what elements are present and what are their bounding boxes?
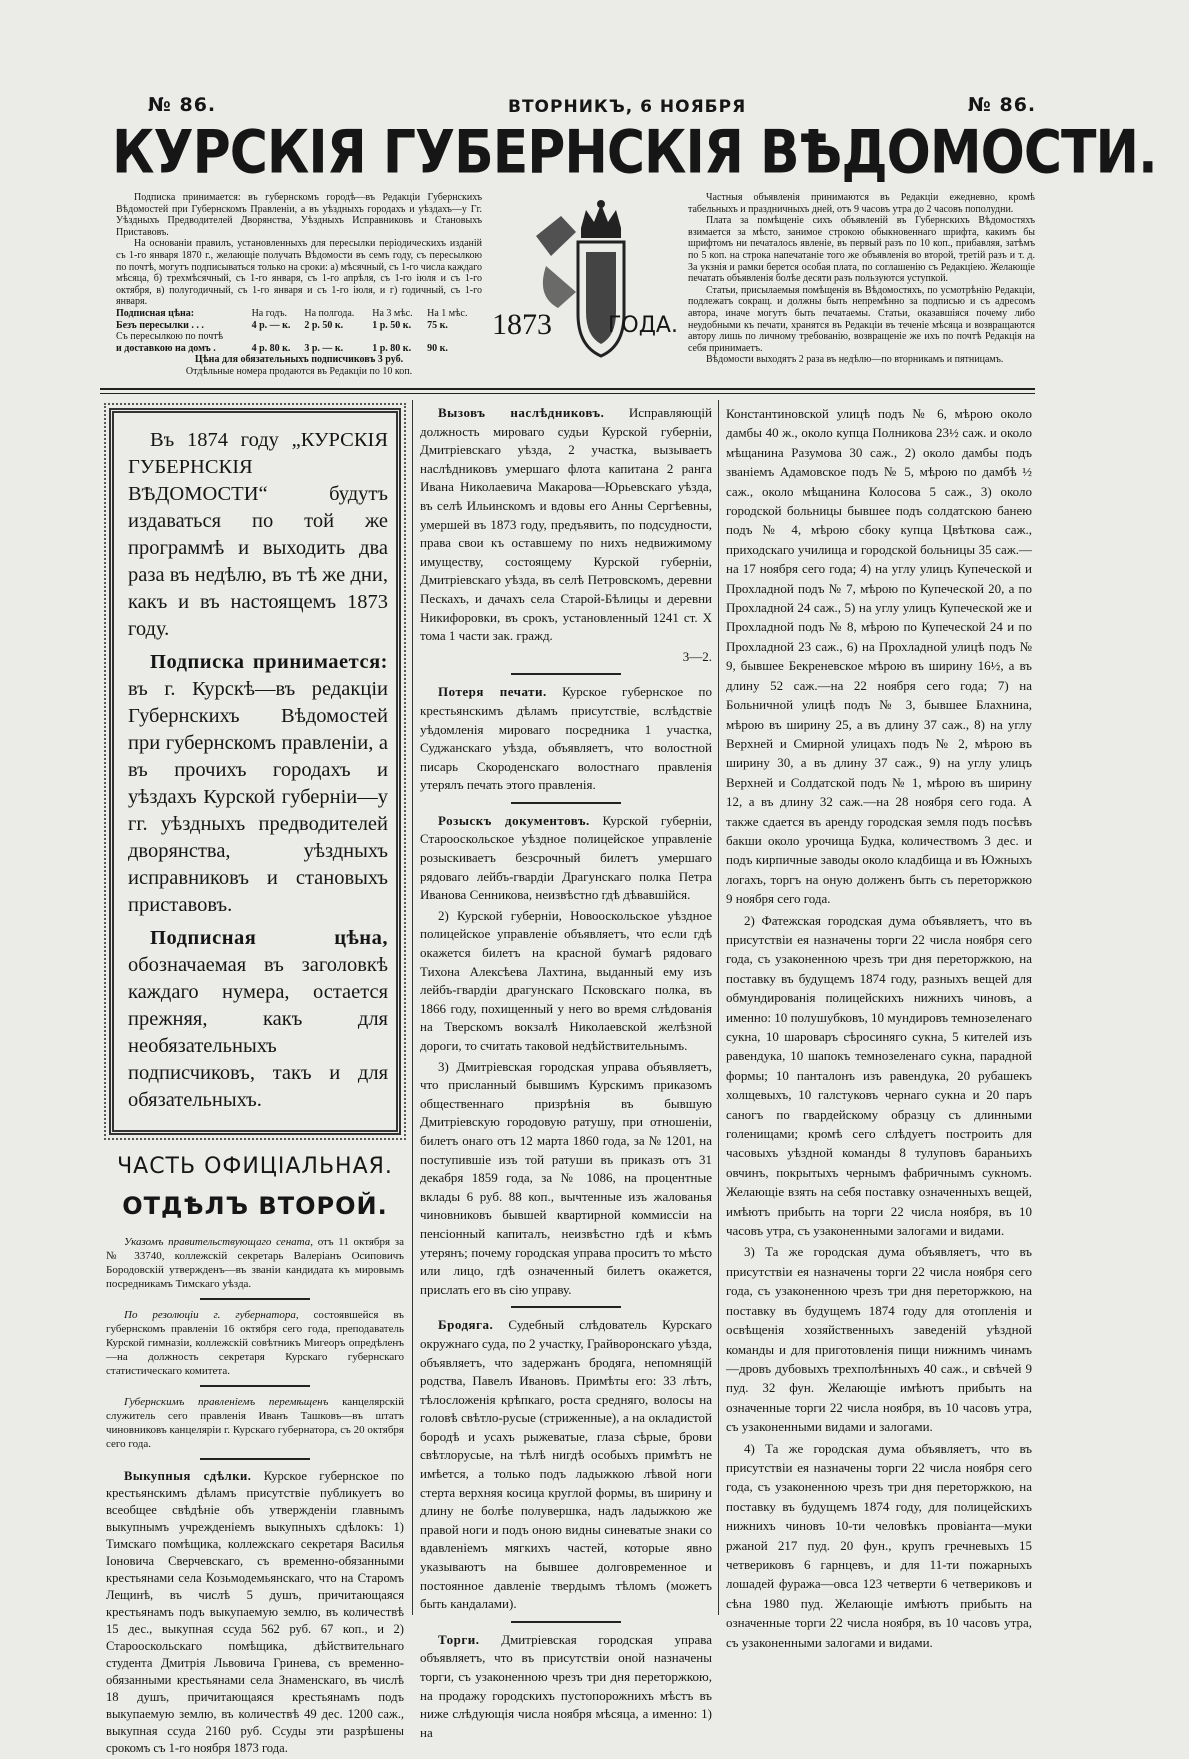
section-rule (200, 1385, 310, 1387)
notice-paragraph (420, 1631, 712, 1743)
notice-paragraph (420, 812, 712, 905)
column-divider (718, 400, 719, 1615)
price-cell: 90 к. (427, 342, 448, 354)
notice-paragraph (420, 907, 712, 1056)
notice-paragraph (106, 1308, 404, 1378)
subscription-announcement-box (109, 408, 401, 1135)
ads-paragraph: Вѣдомости выходятъ 2 раза въ недѣлю—по вторникамъ и пятницамъ. (706, 354, 1004, 366)
section-heading: ОТДѢЛЪ ВТОРОЙ. (122, 1192, 388, 1220)
price-cell: и доставкою на домъ . (116, 342, 216, 354)
notice-paragraph (726, 1439, 1032, 1652)
price-header-cell: На 1 мѣс. (427, 307, 468, 319)
price-cell: Съ пересылкою по почтѣ (116, 331, 224, 343)
notice-paragraph (106, 1395, 404, 1451)
notice-paragraph (420, 683, 712, 795)
notice-paragraph (420, 1316, 712, 1614)
issue-number-right: № 86. (968, 94, 1037, 116)
price-header-cell: На 3 мѣс. (372, 307, 413, 319)
publication-count: 3—2. (682, 648, 712, 664)
middle-column (420, 404, 712, 1744)
notice-paragraph (726, 1242, 1032, 1436)
section-rule (511, 802, 621, 804)
notice-heading: Вызовъ наслѣдниковъ. (438, 405, 605, 420)
notice-paragraph (420, 404, 712, 646)
newspaper-title: КУРСКІЯ ГУБЕРНСКІЯ ВѢДОМОСТИ. (112, 118, 1157, 188)
advertising-info (688, 192, 1035, 366)
notice-text: состоявшейся въ губернскомъ правленіи 16 октября сего года, преподаватель Курской гимназіи, коллежскій совѣтникъ Мигеоръ опредѣленъ—на должность секретаря Курскаго губернскаго статистическаго комитета. (106, 1309, 404, 1377)
emblem-label: ГОДА. (608, 313, 678, 338)
price-header-cell: На годъ. (251, 307, 288, 319)
notice-text: 2) Фатежская городская дума объявляетъ, что въ присутствіи ея назначены торги 22 числа ноября сего года, съ узаконенною чрезъ три дня переторжкою, на поставку въ будущемъ 1874 году, разныхъ вещей для обмундированія полицейскихъ нижнихъ чиновъ, а именно: 10 полушубковъ, 10 мундировъ темнозеленаго сукна, 10 шароваръ сѣросиняго сукна, 5 кителей изъ равендука, 10 шапокъ темнозеленаго сукна, парадной формы; 10 панталонъ изъ равендука, 20 рубашекъ холщевыхъ, 10 галстуковъ чернаго сукна и 20 паръ саногъ по гвардейскому образцу съ длинными голенищами; кромѣ сего слѣдуетъ построить для часовыхъ уѣздной команды 8 тулуповъ бараньихъ овчинъ, покрытыхъ чернымъ фабричнымъ сукномъ. Желающіе взять на себя поставку означенныхъ вещей, имѣютъ прибыть на торги 22 числа ноября, въ 10 часовъ утра, съ узаконенными залогами и видами. (726, 912, 1032, 1239)
right-column (726, 404, 1032, 1654)
notice-heading: Потеря печати. (438, 684, 547, 700)
masthead-divider (100, 388, 1035, 394)
left-column (106, 402, 404, 1759)
announcement-text: въ г. Курскѣ—въ редакціи Губернскихъ Вѣдомостей при губернскомъ правленіи, а въ прочихъ городахъ и уѣздахъ Курской губерніи—у гг. уѣздныхъ предводителей дворянства, уѣздныхъ исправниковъ и становыхъ приставовъ. (128, 678, 388, 916)
notice-text: 3) Дмитріевская городская управа объявляетъ, что присланный бывшимъ Курскимъ приказомъ общественнаго призрѣнія въ бывшую Дмитріевскую городовую ратушу, при отношеніи, билетъ онаго отъ 12 марта 1860 года, за № 1201, на поступившіе изъ той ратуши въ приказъ отъ 31 декабря 1859 года, за № 1086, на процентные вклады 6 руб. 88 коп., вычтенные изъ жалованья чиновниковъ бывшей квартирной коммиссіи на пенсіонный капиталъ, неизвѣстно гдѣ и кѣмъ утерянъ; почему городская управа проситъ то мѣсто или лицо, гдѣ означенный билетъ окажется, прислать его въ сію управу. (420, 1058, 712, 1297)
notice-text: Дмитріевская городская управа объявляетъ, что въ присутствіи оной назначены торги, съ узаконенною чрезъ три дня переторжкою, на продажу городскихъ пустопорожнихъ мѣстъ въ ниже слѣдующія числа ноября мѣсяца, а именно: 1) на (420, 1631, 712, 1740)
mandatory-price: Цѣна для обязательныхъ подписчиковъ 3 руб. (194, 354, 404, 366)
notice-paragraph (726, 911, 1032, 1241)
announcement-lead: Подписка принимается: (150, 651, 388, 673)
notice-heading: Торги. (438, 1631, 480, 1647)
single-issue-price: Отдѣльные номера продаются въ Редакціи по 10 коп. (185, 365, 413, 377)
issue-number-left: № 86. (148, 94, 217, 116)
section-rule (511, 673, 621, 675)
section-heading: ЧАСТЬ ОФИЦІАЛЬНАЯ. (117, 1154, 393, 1179)
section-rule (200, 1298, 310, 1300)
left-column-notices (106, 1153, 404, 1757)
notice-heading: Розыскъ документовъ. (438, 812, 590, 828)
price-table-row (116, 343, 482, 355)
notice-paragraph (106, 1235, 404, 1291)
announcement-paragraph (128, 925, 388, 1114)
notice-paragraph (420, 1058, 712, 1300)
notice-text: 4) Та же городская дума объявляетъ, что въ присутствіи ея назначены торги 22 числа ноября сего года, съ узаконенною чрезъ три дня переторжкою, на поставку въ будущемъ 1874 году, для полицейскихъ нижнихъ чиновъ 10-ти человѣкъ провіанта—муки ржаной 217 пуд. 20 фун., крупъ гречневыхъ 15 четвериковъ 6 гарнцевъ, и для 11-ти пожарныхъ лошадей фуража—овса 123 четверти 6 четвериковъ и сѣна 1980 пуд. Желающіе имѣютъ прибыть на означенные торги 22 числа ноября, въ 10 часовъ утра, съ узаконенными залогами и видами. (726, 1440, 1032, 1650)
notice-text: 2) Курской губерніи, Новооскольское уѣздное полицейское управленіе объявляетъ, что если гдѣ окажется билетъ на красной бумагѣ рядоваго Тихона Алексѣева Лахтина, выданный ему изъ лейбъ-гвардіи драгунскаго Псковскаго полка, въ 1866 году, похищенный у него во время слѣдованія на Тверскомъ вокзалѣ Николаевской желѣзной дороги, то считать таковой недѣйствительнымъ. (420, 907, 712, 1053)
price-cell: 3 р. — к. (304, 342, 344, 354)
announcement-text: обозначаемая въ заголовкѣ каждаго нумера, остается прежняя, какъ для необязательныхъ подписчиковъ, такъ и для обязательныхъ. (128, 954, 388, 1111)
section-rule (511, 1621, 621, 1623)
notice-heading: Указомъ правительствующаго сената, (124, 1236, 313, 1248)
announcement-paragraph: Въ 1874 году „КУРСКІЯ ГУБЕРНСКІЯ ВѢДОМОСТИ“ будутъ издаваться по той же программѣ и выходить два раза въ недѣлю, въ тѣ же дни, какъ и въ настоящемъ 1873 году. (128, 429, 388, 640)
notice-text: Курской губерніи, Старооскольское уѣздное полицейское управленіе розыскиваетъ безсрочный билетъ умершаго рядоваго лейбъ-гвардіи Драгунскаго полка Петра Иванова Сенникова, неизвѣстно гдѣ дѣвавшійся. (420, 812, 713, 903)
price-cell: 75 к. (427, 319, 448, 331)
subscription-info (116, 192, 482, 378)
coat-of-arms-emblem (492, 196, 682, 366)
price-cell: 4 р. — к. (251, 319, 291, 331)
price-cell: 4 р. 80 к. (251, 342, 291, 354)
notice-heading: Выкупныя сдѣлки. (124, 1469, 252, 1483)
notice-text: Курское губернское по крестьянскимъ дѣламъ присутствіе, вслѣдствіе уѣдомленія мироваго посредника 1 участка, Суджанскаго уѣзда, объявляетъ, что волостной писарь Скороденскаго волостнаго правленія утерялъ печать этого правленія. (420, 684, 712, 793)
notice-heading: По резолюціи г. губернатора, (124, 1309, 299, 1321)
notice-text: канцелярскій служитель сего правленія Иванъ Ташковъ—въ штатъ чиновниковъ канцеляріи г. Курскаго губернатора, съ 20 октября сего года. (106, 1396, 404, 1450)
ads-paragraph: Частныя объявленія принимаются въ Редакціи ежедневно, кромѣ табельныхъ и праздничныхъ дней, отъ 9 часовъ утра до 2 часовъ пополудни. (688, 192, 1035, 215)
price-table-row (116, 331, 482, 343)
notice-heading: Бродяга. (438, 1317, 494, 1333)
price-cell: 2 р. 50 к. (304, 319, 344, 331)
notice-text: Константиновской улицѣ подъ № 6, мѣрою около дамбы 40 ж., около купца Полникова 23½ саж. и около мѣщанина Разумова 30 саж., 2) около дамбы подъ званіемъ Адамовское подъ № 5, мѣрою по дамбѣ ½ саж., около мѣщанина Колосова 5 саж., 3) около городской больницы бывшее подъ солдатскою банею подъ № 4, мѣрою сбоку купца Цвѣткова саж., приходскаго училища и городской больницы 35 саж.—на 17 ноября сего года; 4) на углу улицъ Купеческой и Прохладной подъ № 7, мѣрою по Купеческой 20, а по Прохладной 24 саж., 5) на углу улицъ Купеческой же и Прохладной подъ № 8, мѣрою по Купеческой 24 и по Прохладной 23 саж., 6) на Прохладной улицѣ подъ № 9, бывшее Бекреневское мѣрою въ ширину 16½, а въ длину 52 саж.—на 22 ноября сего года; 7) на Больничной улицѣ подъ № 3, бывшее Блахнина, мѣрою въ ширину 25, а въ длину 37 саж., 8) на углу Верхней и Смирной улицахъ подъ № 2, мѣрою въ ширину 30, а въ длину 37 саж., 9) на углу улицъ Верхней и Солдатской подъ № 1, мѣрою въ ширину 12, а въ длину 32 саж.—на 28 ноября сего года. А также сдается въ аренду городская земля подъ посѣвъ бакши около урочища Будка, количествомъ 3 дес. и подъ кирпичные заводы около кладбища и въ Южныхъ логахъ, торгъ на оную долженъ быть съ переторжкою 9 ноября сего года. (726, 406, 1032, 907)
subscription-paragraph: На основаніи правилъ, установленныхъ для пересылки періодическихъ изданій съ 1-го января 1870 г., желающіе получать Вѣдомости въ семъ году, съ пересылкою по почтѣ, могутъ подписываться только на сроки: а) мѣсячный, съ 1-го числа каждаго мѣсяца, б) трехмѣсячный, съ 1-го января, съ 1-го апрѣля, съ 1-го іюля и съ 1-го октября, в) полугодичный, съ 1-го января и съ 1-го іюля, и г) годичный, съ 1-го января. (116, 238, 482, 308)
notice-text: Исправляющій должность мироваго судьи Курской губерніи, Дмитріевскаго уѣзда, 2 участка, вызываетъ наслѣдниковъ умершаго флота капитана 2 ранга Ивана Николаевича Макарова—Юрьевскаго уѣзда, въ селѣ Ильинскомъ и вдовы его Анны Сергѣевны, умершей въ 1873 году, предъявить, по подсудности, права свои къ оставшему по нихъ недвижимому имуществу, состоящему Курской губерніи, Дмитріевскаго уѣзда, въ селѣ Петровскомъ, деревни Пескахъ, и дачахъ села Старой-Бѣлицы и деревни Никифоровки, въ срокъ, установленный 1241 ст. X тома 1 части зак. гражд. (420, 405, 713, 644)
ads-paragraph: Статьи, присылаемыя помѣщенія въ Вѣдомостяхъ, по усмотрѣнію Редакціи, подлежатъ сокращ. и должны быть непремѣнно за подписью и съ адресомъ автора, иначе могутъ быть печатаемы. Статьи, оказавшіяся почему либо неудобными къ печати, хранятся въ Редакціи въ теченіе мѣсяца и возвращаются автору лишь по личному требованію, возвращеніе же ихъ по почтѣ Редакція на себя принимаетъ. (688, 284, 1035, 354)
notice-text: Курское губернское по крестьянскимъ дѣламъ присутствіе публикуетъ во всеобщее свѣдѣніе объ утвержденіи главнымъ выкупнымъ учрежденіемъ выкупныхъ сдѣлокъ: 1) Тимскаго помѣщика, коллежскаго секретаря Василья Іоновича Сверчевскаго, съ временно-обязанными крестьянами села Козьмодемьянскаго, что на Старомъ Лещинѣ, въ числѣ 5 душъ, причитающаяся крестьянамъ подъ выкупаемую землю, въ количествѣ 15 дес., выкупная ссуда 562 руб. 67 коп., и 2) Старооскольскаго помѣщика, дѣйствительнаго студента Дмитрія Львовича Гринева, съ временно-обязанными крестьянами села Знаменскаго, въ числѣ 18 душъ, причитающаяся крестьянамъ подъ выкупаемую землю, въ количествѣ 49 дес. 1200 саж., выкупная ссуда 2160 руб. Ссуды эти разрѣшены срокомъ съ 1-го ноября 1873 года. (106, 1469, 404, 1755)
section-rule (511, 1306, 621, 1308)
issue-date: ВТОРНИКЪ, 6 НОЯБРЯ (508, 97, 747, 117)
price-cell: 1 р. 80 к. (372, 342, 412, 354)
subscription-paragraph: Подписка принимается: въ губернскомъ городѣ—въ Редакціи Губернскихъ Вѣдомостей при Губернскомъ Правленіи, а въ уѣздныхъ городахъ и уѣздахъ—у Гг. Уѣздныхъ Предводителей Дворянства, Уѣздныхъ Исправниковъ и Становыхъ Приставовъ. (116, 192, 482, 238)
notice-heading: Губернскимъ правленіемъ перемѣщенъ (124, 1396, 329, 1408)
notice-text: 3) Та же городская дума объявляетъ, что въ присутствіи ея назначены торги 22 числа ноября сего года, съ узаконенною чрезъ три дня переторжкою, на поставку въ будущемъ 1874 году для отопленія и освѣщенія хозяйственныхъ заведеній уѣздной команды и для приготовленія пищи нижнимъ чинамъ—дровъ дубовыхъ трехполѣнныхъ 40 саж., и свѣчей 9 пуд. 32 фун. Желающіе имѣютъ прибыть на означенные торги 22 числа ноября, въ 10 часовъ утра, съ узаконенными видами и залогами. (726, 1244, 1032, 1435)
column-divider (412, 400, 413, 1615)
price-cell: 1 р. 50 к. (372, 319, 412, 331)
price-table-header (116, 308, 482, 320)
section-rule (200, 1458, 310, 1460)
price-table-row (116, 320, 482, 332)
notice-text: Судебный слѣдователь Курскаго окружнаго суда, по 2 участку, Грайворонскаго уѣзда, объявляетъ, что задержанъ бродяга, непомнящій родства, Павелъ Ивановъ. Примѣты его: 33 лѣтъ, тѣлосложенія крѣпкаго, роста средняго, волосы на головѣ свѣтло-русые (стриженные), а на окладистой бородѣ и усахъ рыжеватые, глаза сѣрые, брови свѣтлорусые, на тѣлѣ нигдѣ особыхъ примѣтъ не имѣется, а только подъ ладыжкою лѣвой ноги стерта верхняя косица круглой формы, въ ширину и длину не болѣе полувершка, надъ ладыжкою же правой ноги и подъ оною видны синеватые знаки со вдавленіемъ мягкихъ частей, которые явно указываютъ на бывшее долговременное и постоянное давленіе твердымъ тѣломъ (можетъ быть кандалами). (420, 1317, 713, 1612)
price-table (116, 308, 482, 354)
announcement-lead: Подписная цѣна, (150, 927, 388, 949)
emblem-year: 1873 (492, 308, 552, 341)
notice-text: отъ 11 октября за № 33740, коллежскій секретарь Валеріанъ Осиповичъ Бородовскій утвержденъ—въ званіи кандидата къ мировымъ посредникамъ Тимскаго уѣзда. (106, 1236, 405, 1290)
price-header-cell: На полгода. (304, 307, 355, 319)
ads-paragraph: Плата за помѣщеніе сихъ объявленій въ Губернскихъ Вѣдомостяхъ взимается за мѣсто, занимое строкою обыкновеннаго шрифта, какимъ бы шрифтомъ ни печаталось явленіе, въ первый разъ по 10 коп., прибавляя, затѣмъ по 5 коп. на строка напечатаніе того же объявленія во второй, третій разъ и т. д. За укзнія и рамки берется особая плата, по соглашенію съ Редакціею. Желающіе печатать объявленія болѣе десяти разъ пользуются уступкой. (688, 215, 1035, 285)
price-header-cell: Подписная цѣна: (116, 307, 195, 319)
notice-paragraph (726, 404, 1032, 909)
announcement-paragraph (128, 649, 388, 919)
price-cell: Безъ пересылки . . . (116, 319, 204, 331)
notice-paragraph (106, 1468, 404, 1757)
